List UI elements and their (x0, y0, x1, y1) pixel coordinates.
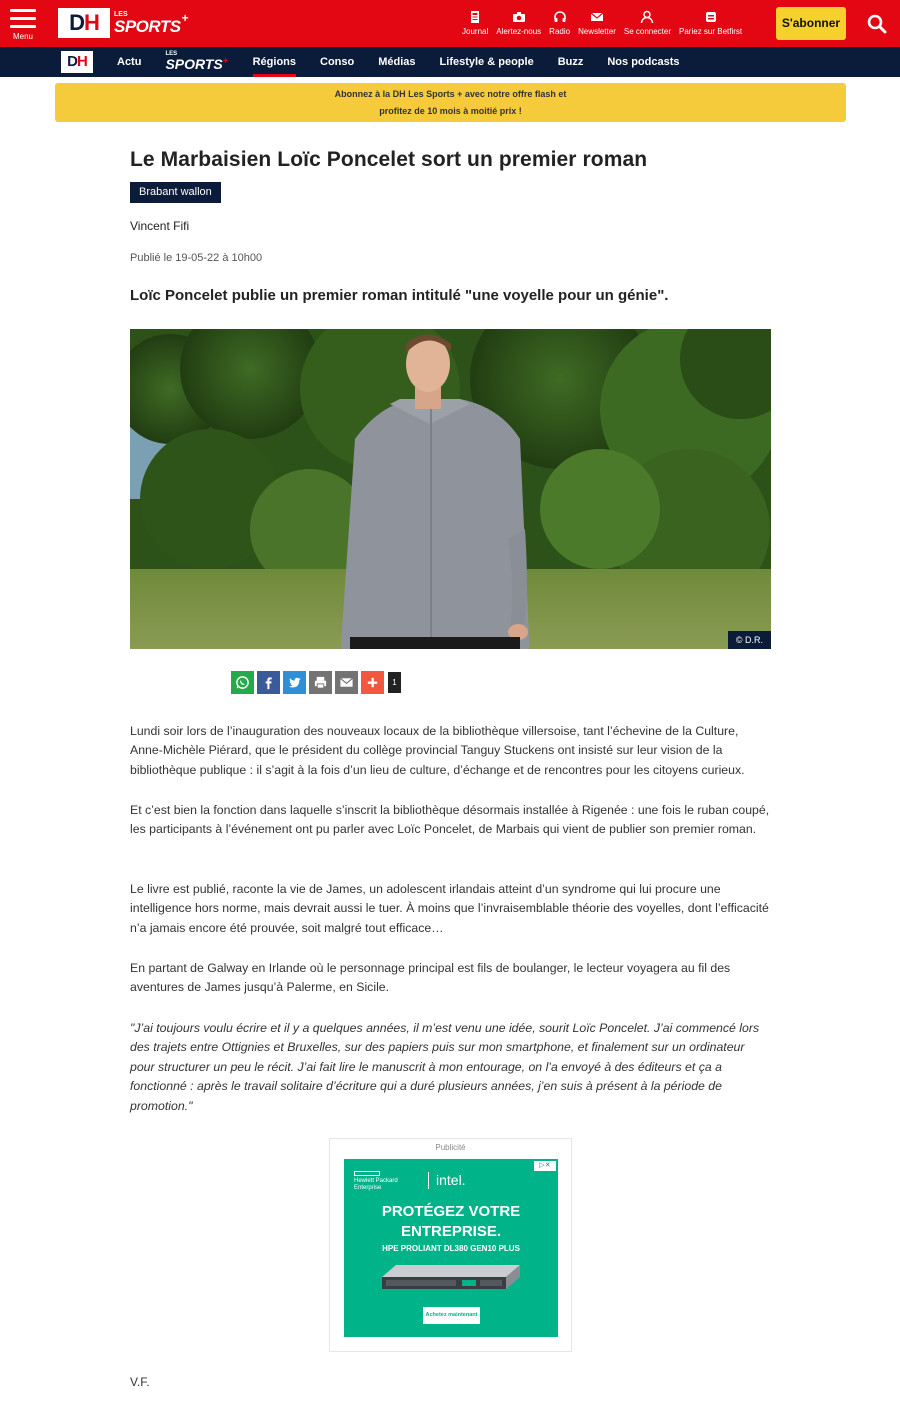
email-share-button[interactable] (335, 671, 358, 694)
user-icon (624, 10, 671, 24)
server-image (382, 1263, 520, 1291)
main-nav (0, 47, 900, 77)
plus-icon (365, 675, 380, 690)
share-bar (231, 671, 401, 694)
header-tools (458, 10, 746, 36)
share-count: 1 (388, 672, 401, 693)
envelope-icon (578, 10, 616, 24)
nav-items (105, 47, 692, 77)
sports-logo (114, 11, 181, 35)
site-logo[interactable] (58, 8, 189, 38)
dh-logo: DH (58, 8, 110, 38)
paragraph: En partant de Galway en Irlande où le personnage principal est fils de boulanger, le lecteur voyagera au fil des aventures de James jusqu’à Palerme, en Sicile. (130, 961, 731, 995)
ad-headline (344, 1202, 558, 1242)
tool-label: Alertez-nous (496, 27, 542, 36)
whatsapp-icon (235, 675, 250, 690)
hamburger-icon-bar (10, 25, 36, 28)
tool-radio[interactable] (545, 10, 574, 36)
tool-alertez-nous[interactable] (492, 10, 545, 36)
search-icon[interactable] (866, 13, 888, 35)
hamburger-icon (10, 9, 36, 12)
facebook-icon (261, 675, 276, 690)
author-portrait-image (130, 329, 771, 649)
photo-credit: © D.R. (728, 631, 771, 649)
facebook-share-button[interactable] (257, 671, 280, 694)
adchoices-icon[interactable]: ▷✕ (534, 1161, 556, 1171)
nav-item-buzz[interactable]: Buzz (557, 56, 584, 68)
ad-subline: HPE PROLIANT DL380 GEN10 PLUS (382, 1244, 520, 1253)
betfirst-icon (679, 10, 742, 24)
nav-sports-les: LES (165, 51, 178, 57)
nav-item-conso[interactable]: Conso (320, 56, 355, 68)
print-button[interactable] (309, 671, 332, 694)
ad-banner[interactable] (344, 1159, 558, 1337)
paragraph: Et c’est bien la fonction dans laquelle s’inscrit la bibliothèque désormais installée à Rigenée : une fois le ruban coupé, les participants à l’événement ont pu parler avec Loïc Poncelet, de Marbais qui vient de publier son premier roman. (130, 803, 770, 837)
logo-plus: + (181, 11, 189, 25)
hpe-rectangle-icon (354, 1171, 380, 1176)
tool-label: Se connecter (623, 27, 672, 36)
ad-label: Publicité (435, 1143, 466, 1152)
twitter-icon (287, 675, 302, 690)
tool-journal[interactable] (458, 10, 492, 36)
article-photo (130, 329, 771, 649)
nav-item-medias[interactable]: Médias (378, 56, 416, 68)
quote-paragraph: "J’ai toujours voulu écrire et il y a quelques années, il m’est venu une idée, sourit Loïc Poncelet. J’ai commencé lors des trajets entre Ottignies et Bruxelles, sur des papiers puis sur mon smartphone, et finalement sur un ordinateur pour structurer un peu le récit. J’ai fait lire le manuscrit à mon entourage, on l’a envoyé à des éditeurs et ça a fonctionné : après le travail solitaire d’écriture qui a duré plusieurs années, j’en suis à présent à la période de promotion." (130, 1021, 760, 1113)
hpe-logo (354, 1171, 398, 1192)
region-tag[interactable]: Brabant wallon (130, 182, 221, 203)
newspaper-icon (462, 10, 488, 24)
subscribe-button[interactable]: S'abonner (776, 7, 846, 40)
whatsapp-share-button[interactable] (231, 671, 254, 694)
tool-label: Radio (549, 27, 571, 36)
nav-dh-logo[interactable]: DH (61, 51, 93, 73)
promo-line-2: profitez de 10 mois à moitié prix ! (379, 106, 522, 116)
paragraph: Le livre est publié, raconte la vie de James, un adolescent irlandais atteint d’un syndrome qui lui procure une intelligence hors norme, mais devrait aussi le tuer. À moins que l’invraisemblable théorie des voyelles, dont l’efficacité n’a jamais encore été prouvée, soit malgré tout efficace… (130, 882, 769, 935)
top-header (0, 0, 900, 47)
nav-sports-plus: + (222, 56, 229, 67)
article-lead: Loïc Poncelet publie un premier roman intitulé "une voyelle pour un génie". (130, 287, 669, 304)
ad-slot (329, 1138, 572, 1352)
printer-icon (313, 675, 328, 690)
hamburger-icon-bar (10, 17, 36, 20)
publish-date: Publié le 19-05-22 à 10h00 (130, 252, 263, 264)
nav-item-actu[interactable]: Actu (117, 56, 142, 68)
nav-item-regions[interactable]: Régions (241, 47, 308, 77)
menu-label: Menu (12, 32, 33, 41)
ad-headline-1: PROTÉGEZ VOTRE (381, 1203, 521, 1220)
ad-brand-line-2: Enterprise (354, 1185, 382, 1191)
logo-les: LES (114, 11, 128, 18)
nav-sports-label: SPORTS (165, 56, 223, 72)
headphones-icon (549, 10, 570, 24)
camera-icon (496, 10, 541, 24)
article-author[interactable]: Vincent Fifi (130, 219, 190, 233)
promo-line-1: Abonnez à la DH Les Sports + avec notre offre flash et (334, 89, 567, 99)
article-signature: V.F. (130, 1375, 150, 1389)
nav-item-lifestyle[interactable]: Lifestyle & people (439, 56, 534, 68)
article-title: Le Marbaisien Loïc Poncelet sort un premier roman (130, 148, 648, 171)
tool-se-connecter[interactable] (620, 10, 675, 36)
tool-label: Newsletter (578, 27, 616, 36)
tool-newsletter[interactable] (574, 10, 620, 36)
nav-item-sports[interactable] (153, 51, 240, 73)
menu-button[interactable] (9, 9, 37, 41)
more-share-button[interactable] (361, 671, 384, 694)
ad-cta-button[interactable]: Achetez maintenant (423, 1307, 480, 1324)
twitter-share-button[interactable] (283, 671, 306, 694)
tool-betfirst[interactable] (675, 10, 746, 36)
mail-icon (339, 675, 354, 690)
paragraph: Lundi soir lors de l’inauguration des nouveaux locaux de la bibliothèque villersoise, tant l’échevine de la Culture, Anne-Michèle Piérard, que le président du collège provincial Tanguy Stuckens ont insisté sur leur vision de la bibliothèque publique : il s’agit à la fois d’un lieu de culture, d’échange et de rencontres pour les citoyens curieux. (130, 724, 745, 777)
intel-logo: intel. (428, 1172, 466, 1189)
tool-label: Pariez sur Betfirst (679, 27, 743, 36)
ad-brand-line-1: Hewlett Packard (354, 1178, 398, 1184)
logo-sports: SPORTS (114, 17, 181, 36)
ad-headline-2: ENTREPRISE. (400, 1223, 502, 1240)
promo-banner[interactable] (55, 83, 846, 122)
tool-label: Journal (462, 27, 489, 36)
nav-item-podcasts[interactable]: Nos podcasts (607, 56, 680, 68)
